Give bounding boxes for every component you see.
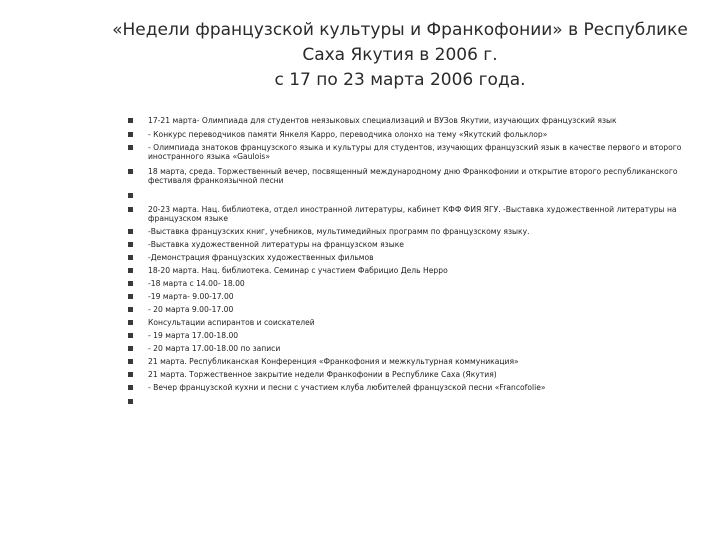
square-bullet-icon <box>128 294 133 299</box>
square-bullet-icon <box>128 207 133 212</box>
list-item <box>128 191 700 200</box>
list-item <box>128 370 700 379</box>
list-item-text: - Конкурс переводчиков памяти Янкеля Карро, переводчика олонхо на тему «Якутский фольклор» <box>148 130 548 139</box>
square-bullet-icon <box>128 281 133 286</box>
square-bullet-icon <box>128 132 133 137</box>
square-bullet-icon <box>128 333 133 338</box>
list-item <box>128 227 700 236</box>
list-item-text: -19 марта- 9.00-17.00 <box>148 292 234 301</box>
square-bullet-icon <box>128 320 133 325</box>
square-bullet-icon <box>128 307 133 312</box>
list-item-text: Консультации аспирантов и соискателей <box>148 318 315 327</box>
list-item <box>128 130 700 139</box>
title-line-2: Саха Якутия в 2006 г. <box>302 45 498 65</box>
square-bullet-icon <box>128 255 133 260</box>
list-item-text: -18 марта с 14.00- 18.00 <box>148 279 245 288</box>
list-item <box>128 292 700 301</box>
list-item <box>128 397 700 406</box>
list-item <box>128 205 700 223</box>
title-line-1: «Недели французской культуры и Франкофонии» в Республике <box>112 20 688 40</box>
square-bullet-icon <box>128 242 133 247</box>
square-bullet-icon <box>128 229 133 234</box>
square-bullet-icon <box>128 118 133 123</box>
list-item-text: -Выставка французских книг, учебников, мультимедийных программ по французскому языку. <box>148 227 530 236</box>
list-item <box>128 318 700 327</box>
list-item-text: 20-23 марта. Нац. библиотека, отдел иностранной литературы, кабинет КФФ ФИЯ ЯГУ. -Выставка художественной литературы на французском языке <box>148 205 677 223</box>
list-item <box>128 331 700 340</box>
title-line-3: с 17 по 23 марта 2006 года. <box>274 70 526 90</box>
list-item <box>128 266 700 275</box>
list-item <box>128 383 700 392</box>
list-item-text: - 19 марта 17.00-18.00 <box>148 331 239 340</box>
list-item-text: 21 марта. Республиканская Конференция «Франкофония и межкультурная коммуникация» <box>148 357 519 366</box>
list-item-text: 21 марта. Торжественное закрытие недели Франкофонии в Республике Саха (Якутия) <box>148 370 497 379</box>
list-item-text: -Демонстрация французских художественных фильмов <box>148 253 374 262</box>
list-item-text: 17-21 марта- Олимпиада для студентов неязыковых специализаций и ВУЗов Якутии, изучающих французский язык <box>148 116 617 125</box>
list-item <box>128 116 700 125</box>
list-item-text: - 20 марта 9.00-17.00 <box>148 305 234 314</box>
square-bullet-icon <box>128 372 133 377</box>
slide-title <box>100 18 700 93</box>
square-bullet-icon <box>128 399 133 404</box>
list-item <box>128 305 700 314</box>
list-item <box>128 253 700 262</box>
square-bullet-icon <box>128 359 133 364</box>
list-item <box>128 344 700 353</box>
list-item-text: 18 марта, среда. Торжественный вечер, посвященный международному дню Франкофонии и открытие второго республиканского фестиваля франкоязычной песни <box>148 167 678 185</box>
list-item <box>128 240 700 249</box>
square-bullet-icon <box>128 145 133 150</box>
square-bullet-icon <box>128 169 133 174</box>
list-item-text: - 20 марта 17.00-18.00 по записи <box>148 344 281 353</box>
list-item-text: - Вечер французской кухни и песни с участием клуба любителей французской песни «Francofolie» <box>148 383 546 392</box>
list-item <box>128 279 700 288</box>
list-item <box>128 167 700 185</box>
square-bullet-icon <box>128 346 133 351</box>
list-item-text: - Олимпиада знатоков французского языка и культуры для студентов, изучающих французский язык в качестве первого и второго иностранного языка «Gaulois» <box>148 143 682 161</box>
square-bullet-icon <box>128 193 133 198</box>
square-bullet-icon <box>128 268 133 273</box>
list-item <box>128 357 700 366</box>
list-item-text: 18-20 марта. Нац. библиотека. Семинар с участием Фабрицио Дель Нерро <box>148 266 448 275</box>
list-item <box>128 143 700 161</box>
square-bullet-icon <box>128 385 133 390</box>
bullet-list <box>128 112 700 406</box>
list-item-text: -Выставка художественной литературы на французском языке <box>148 240 404 249</box>
